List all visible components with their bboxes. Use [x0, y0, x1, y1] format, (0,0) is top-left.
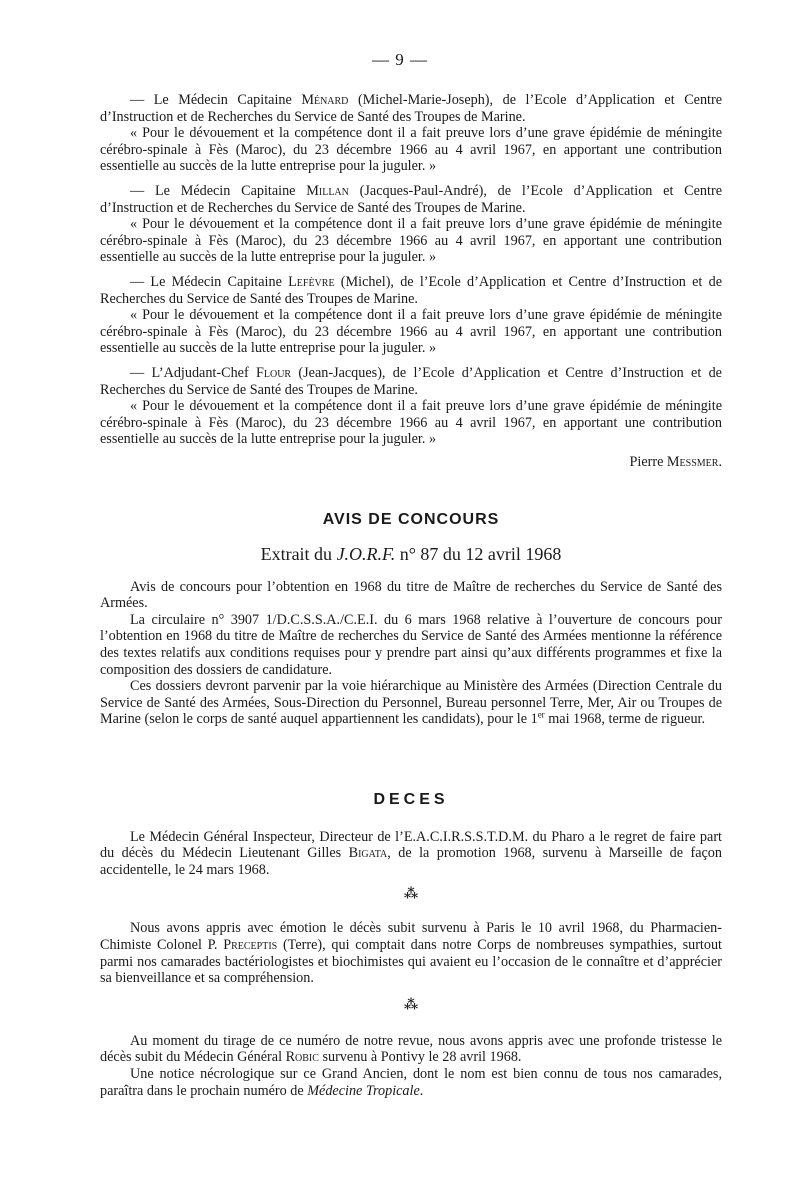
citation-quote: « Pour le dévouement et la compétence dont il a fait preuve lors d’une grave épidémie de méningite cérébro-spinale à Fès (Maroc), du 23 décembre 1966 au 4 avril 1967, en apportant une contribution essentielle au succès de la lutte entreprise pour la juguler. » [100, 307, 722, 357]
section-separator-stars: ⁂ [403, 997, 419, 1013]
deces-section [100, 792, 722, 1099]
deces-paragraph: Une notice nécrologique sur ce Grand Ancien, dont le nom est bien connu de tous nos camarades, paraîtra dans le prochain numéro de Médecine Tropicale. [100, 1065, 722, 1099]
citation-quote: « Pour le dévouement et la compétence dont il a fait preuve lors d’une grave épidémie de méningite cérébro-spinale à Fès (Maroc), du 23 décembre 1966 au 4 avril 1967, en apportant une contribution essentielle au succès de la lutte entreprise pour la juguler. » [100, 125, 722, 175]
person-name: Bigata [348, 845, 388, 862]
citation [100, 183, 722, 266]
deces-heading: DECES [373, 791, 449, 808]
citation [100, 274, 722, 357]
section-separator-stars: ⁂ [403, 887, 419, 903]
citation [100, 92, 722, 175]
deces-paragraph: Nous avons appris avec émotion le décès subit survenu à Paris le 10 avril 1968, du Pharmacien-Chimiste Colonel P. Preceptis (Terre), qui comptait dans notre Corps de nombreuses sympathies, surtout parmi nos camarades bactériologistes et biochimistes qui avaient eu l’occasion de le connaître et d’apprécier sa bienveillance et sa compréhension. [100, 920, 723, 987]
person-name: Lefèvre [288, 273, 335, 290]
citations-section [100, 92, 722, 470]
concours-section [100, 512, 722, 728]
citation-intro: — L’Adjudant-Chef Flour (Jean-Jacques), de l’Ecole d’Application et Centre d’Instruction et de Recherches du Service de Santé des Troupes de Marine. [100, 364, 722, 398]
citation-intro: — Le Médecin Capitaine Millan (Jacques-Paul-André), de l’Ecole d’Application et Centre d’Instruction et de Recherches du Service de Santé des Troupes de Marine. [100, 182, 722, 216]
journal-name: Médecine Tropicale [307, 1082, 420, 1099]
citation-quote: « Pour le dévouement et la compétence dont il a fait preuve lors d’une grave épidémie de méningite cérébro-spinale à Fès (Maroc), du 23 décembre 1966 au 4 avril 1967, en apportant une contribution essentielle au succès de la lutte entreprise pour la juguler. » [100, 398, 722, 448]
person-name: Preceptis [223, 936, 278, 953]
journal-name: J.O.R.F. [336, 543, 396, 564]
person-name: Ménard [301, 92, 349, 108]
concours-paragraph: Ces dossiers devront parvenir par la voie hiérarchique au Ministère des Armées (Direction Centrale du Service de Santé des Armées, Sous-Direction du Personnel, Bureau personnel Terre, Mer, Air ou Troupes de Marine (selon le corps de santé auquel appartiennent les candidats), pour le 1er mai 1968, terme de rigueur. [100, 678, 722, 728]
person-name: Flour [255, 364, 292, 381]
signature: Pierre Messmer. [629, 453, 722, 470]
person-name: Millan [306, 182, 349, 199]
concours-paragraph: Avis de concours pour l’obtention en 1968 du titre de Maître de recherches du Service de Santé des Armées. [100, 578, 722, 612]
citation [100, 365, 722, 448]
concours-heading: AVIS DE CONCOURS [322, 511, 500, 528]
deces-paragraph: Au moment du tirage de ce numéro de notre revue, nous avons appris avec une profonde tristesse le décès subit du Médecin Général Robic survenu à Pontivy le 28 avril 1968. [100, 1032, 722, 1066]
deces-paragraph: Le Médecin Général Inspecteur, Directeur de l’E.A.C.I.R.S.S.T.D.M. du Pharo a le regret de faire part du décès du Médecin Lieutenant Gilles Bigata, de la promotion 1968, survenu à Marseille de façon accidentelle, le 24 mars 1968. [100, 828, 722, 878]
concours-paragraph: La circulaire n° 3907 1/D.C.S.S.A./C.E.I. du 6 mars 1968 relative à l’ouverture de concours pour l’obtention en 1968 du titre de Maître de recherches du Service de Santé des Armées mentionne la référence des textes relatifs aux conditions requises pour y prendre part ainsi qu’aux différents programmes et fixe la composition des dossiers de candidature. [100, 611, 722, 678]
citation-intro: — Le Médecin Capitaine Lefèvre (Michel), de l’Ecole d’Application et Centre d’Instruction et de Recherches du Service de Santé des Troupes de Marine. [100, 273, 723, 307]
citation-intro: — Le Médecin Capitaine Ménard (Michel-Marie-Joseph), de l’Ecole d’Application et Centre d’Instruction et de Recherches du Service de Santé des Troupes de Marine. [100, 92, 723, 125]
citation-quote: « Pour le dévouement et la compétence dont il a fait preuve lors d’une grave épidémie de méningite cérébro-spinale à Fès (Maroc), du 23 décembre 1966 au 4 avril 1967, en apportant une contribution essentielle au succès de la lutte entreprise pour la juguler. » [100, 216, 722, 266]
page-number: — 9 — [372, 50, 428, 69]
person-name: Robic [285, 1049, 319, 1066]
concours-extract-line: Extrait du J.O.R.F. n° 87 du 12 avril 1968 [260, 543, 562, 564]
